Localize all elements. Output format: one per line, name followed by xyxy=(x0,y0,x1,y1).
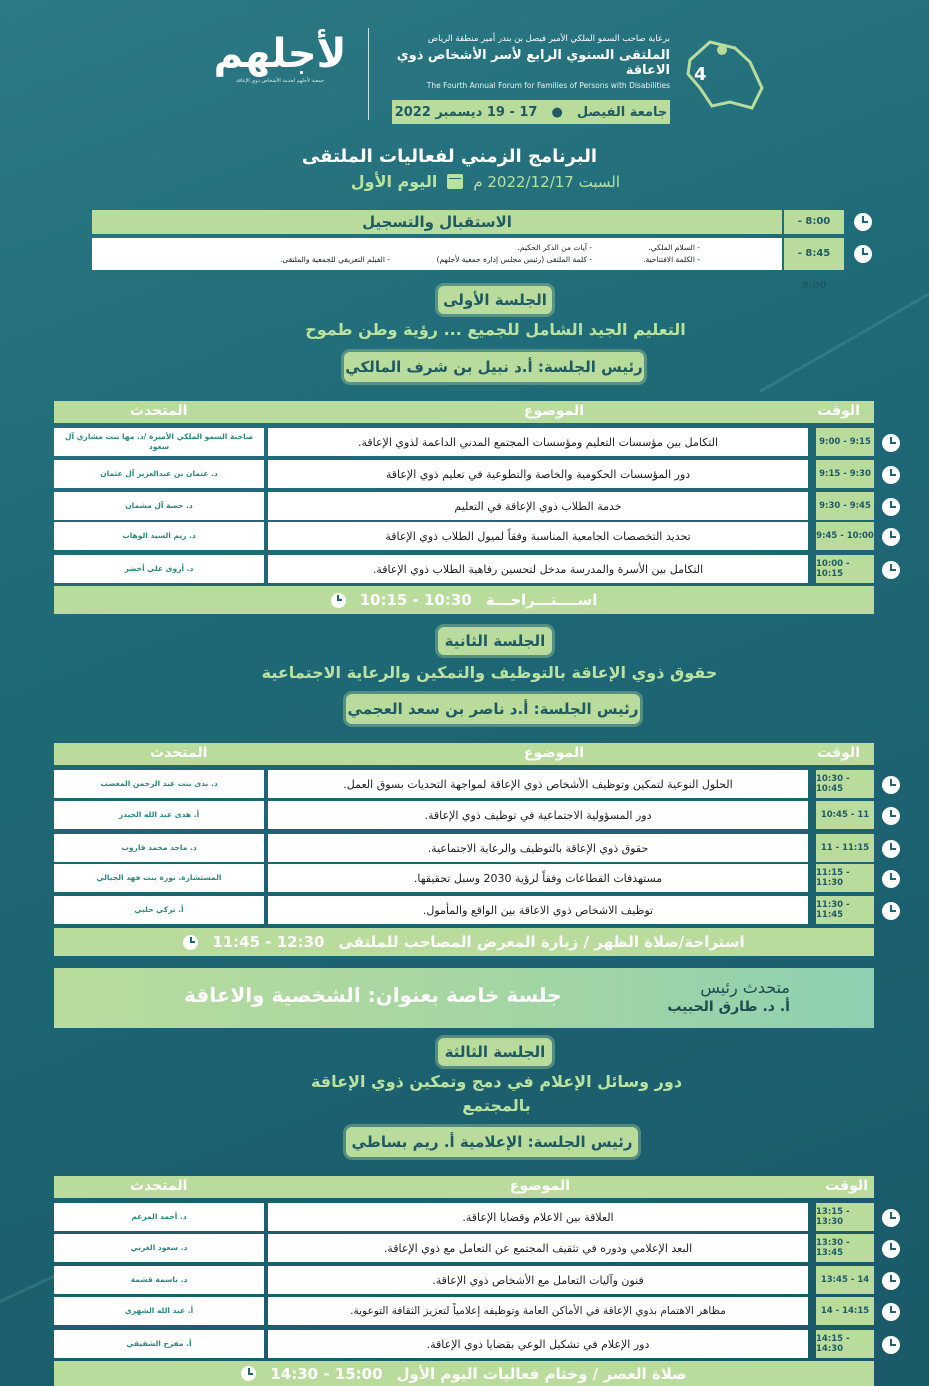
closing-bar: صلاة العصر / وختام فعاليات اليوم الأول 14:30 - 15:00 xyxy=(54,1361,874,1386)
clock-icon xyxy=(882,434,900,452)
table-row: د. عثمان بن عبدالعزيز آل عثمان دور المؤسسات الحكومية والخاصة والتطوعية في تعليم ذوي الإعاقة 9:15 - 9:30 xyxy=(54,460,874,490)
opening-items-row xyxy=(92,238,782,270)
table-row: د. ريم السيد الوهاب تحديد التخصصات الجامعية المناسبة وفقاً لميول الطلاب ذوي الإعاقة 9:45 - 10:00 xyxy=(54,522,874,552)
clock-icon xyxy=(882,1336,900,1354)
table-row: صاحبة السمو الملكي الأميرة /د. مها بنت مشاري آل سعود التكامل بين مؤسسات التعليم ومؤسسات المجتمع المدني الداعمة لذوي الإعاقة. 9:00 - 9:15 xyxy=(54,428,874,458)
session2-chair: رئيس الجلسة: أ.د ناصر بن سعد العجمي xyxy=(346,694,640,724)
clock-icon xyxy=(183,935,198,950)
table-row: أ. هدى عبد الله الحيدر دور المسؤولية الاجتماعية في توظيف ذوي الإعاقة. 10:45 - 11 xyxy=(54,801,874,831)
break-bar: اســــتـــراحـــة 10:15 - 10:30 xyxy=(54,586,874,614)
program-title: البرنامج الزمني لفعاليات الملتقى xyxy=(301,146,598,167)
table-row: أ. تركي حلبي توظيف الاشخاص ذوي الاعاقة بين الواقع والمأمول. 11:30 - 11:45 xyxy=(54,896,874,926)
session1-chair: رئيس الجلسة: أ.د نبيل بن شرف المالكي xyxy=(344,352,644,382)
session2-theme: حقوق ذوي الإعاقة بالتوظيف والتمكين والرعاية الاجتماعية xyxy=(261,663,718,682)
forum-info xyxy=(380,34,670,124)
opening-item: - الفيلم التعريفي للجمعية والملتقى. xyxy=(279,255,390,264)
session3-table-header: الوقت الموضوع المتحدث xyxy=(54,1176,874,1198)
reception-row: الاستقبال والتسجيل xyxy=(92,210,782,234)
forum-title-en: The Fourth Annual Forum for Families of Persons with Disabilities xyxy=(426,81,670,90)
forum-title-ar: الملتقى السنوي الرابع لأسر الأشخاص ذوي الاعاقة xyxy=(396,48,670,78)
table-row: د. ندى بنت عبد الرحمن المغضب الحلول النوعية لتمكين وتوظيف الأشخاص ذوي الإعاقة لمواجهة التحديات بسوق العمل. 10:30 - 10:45 xyxy=(54,770,874,800)
opening-item: - كلمة الملتقى (رئيس مجلس إدارة جمعية لأجلهم) xyxy=(436,255,592,264)
session3-theme-line2: بالمجتمع xyxy=(462,1096,531,1115)
day-name: اليوم الأول xyxy=(350,172,438,191)
clock-icon xyxy=(854,245,872,263)
header-divider xyxy=(368,28,369,120)
session1-label: الجلسة الأولى xyxy=(438,286,552,314)
clock-icon xyxy=(882,561,900,579)
saudi-map-icon: 4 xyxy=(680,30,768,118)
day-date: السبت 2022/12/17 م xyxy=(473,172,620,191)
clock-icon xyxy=(882,840,900,858)
table-row: د. أروى علي أخضر التكامل بين الأسرة والمدرسة مدخل لتحسين رفاهية الطلاب ذوي الإعاقة. 10:00 - 10:15 xyxy=(54,555,874,585)
session3-chair: رئيس الجلسة: الإعلامية أ. ريم بساطي xyxy=(346,1127,638,1157)
table-row: د. سعود الغربي البعد الإعلامي ودوره في تثقيف المجتمع عن التعامل مع ذوي الإعاقة. 13:30 - 13:45 xyxy=(54,1234,874,1264)
opening-item: - السلام الملكي. xyxy=(648,243,700,252)
time-cell: 8:45 - 9:00 xyxy=(784,238,844,270)
clock-icon xyxy=(882,1303,900,1321)
clock-icon xyxy=(882,1240,900,1258)
session3-label: الجلسة الثالثة xyxy=(438,1038,552,1066)
special-session-title: جلسة خاصة بعنوان: الشخصية والاعاقة xyxy=(184,983,562,1007)
venue: جامعة الفيصل xyxy=(576,104,668,120)
patronage-line: برعاية صاحب السمو الملكي الأمير فيصل بن بندر أمير منطقة الرياض xyxy=(427,34,670,44)
calendar-icon xyxy=(447,174,463,189)
table-row: د. ماجد محمد قاروب حقوق ذوي الإعاقة بالتوظيف والرعاية الاجتماعية. 11 - 11:15 xyxy=(54,834,874,864)
clock-icon xyxy=(882,870,900,888)
clock-icon xyxy=(882,466,900,484)
session1-theme: التعليم الجيد الشامل للجميع ... رؤية وطن طموح xyxy=(305,320,686,339)
table-row: د. أحمد المرغم العلاقة بين الاعلام وقضايا الإعاقة. 13:15 - 13:30 xyxy=(54,1203,874,1233)
clock-icon xyxy=(882,1272,900,1290)
special-session-banner xyxy=(54,968,874,1028)
day-line xyxy=(340,172,620,191)
opening-item: - الكلمة الافتتاحية. xyxy=(643,255,700,264)
clock-icon xyxy=(241,1366,256,1381)
table-row: د. باسمة قشمة فنون وآليات التعامل مع الأشخاص ذوي الإعاقة. 13:45 - 14 xyxy=(54,1266,874,1296)
clock-icon xyxy=(882,807,900,825)
date-venue-bar xyxy=(392,100,670,124)
table-row: المستشارة. نورة بنت فهد الجبالي مستهدفات القطاعات وفقاً لرؤية 2030 وسبل تحقيقها. 11:15 - 11:30 xyxy=(54,864,874,894)
clock-icon xyxy=(882,1209,900,1227)
clock-icon xyxy=(854,213,872,231)
session2-label: الجلسة الثانية xyxy=(438,627,552,655)
table-row: أ. عبد الله الشهري مظاهر الاهتمام بذوي الإعاقة في الأماكن العامة وتوظيفه إعلامياً لتعزيز الثقافة التوعوية. 14 - 14:15 xyxy=(54,1297,874,1327)
clock-icon xyxy=(331,593,346,608)
location-pin-icon: ● xyxy=(551,104,563,120)
opening-item: - آيات من الذكر الحكيم. xyxy=(517,243,592,252)
break-bar: استراحة/صلاة الظهر / زيارة المعرض المصاحب للملتقى 11:45 - 12:30 xyxy=(54,928,874,956)
time-cell: 8:00 - xyxy=(784,210,844,234)
table-row: أ. مفرح الشقيقي دور الإعلام في تشكيل الوعي بقضايا ذوي الإعاقة. 14:15 - 14:30 xyxy=(54,1330,874,1360)
keynote-speaker: متحدث رئيس أ. د. طارق الحبيب xyxy=(667,978,790,1015)
session2-table-header: الوقت الموضوع المتحدث xyxy=(54,743,874,765)
session1-table-header: الوقت الموضوع المتحدث xyxy=(54,401,874,423)
forum-header xyxy=(210,22,770,127)
table-row: د. حصة آل مشمان خدمة الطلاب ذوي الإعاقة في التعليم 9:30 - 9:45 xyxy=(54,492,874,522)
clock-icon xyxy=(882,902,900,920)
clock-icon xyxy=(882,528,900,546)
clock-icon xyxy=(882,498,900,516)
session3-theme-line1: دور وسائل الإعلام في دمج وتمكين ذوي الإعاقة xyxy=(310,1072,683,1091)
organization-logo: لأجلهم جمعية لأجلهم لخدمة الأشخاص ذوي الإعاقة xyxy=(213,31,347,84)
clock-icon xyxy=(882,776,900,794)
date-range: 17 - 19 ديسمبر 2022 xyxy=(394,104,538,120)
